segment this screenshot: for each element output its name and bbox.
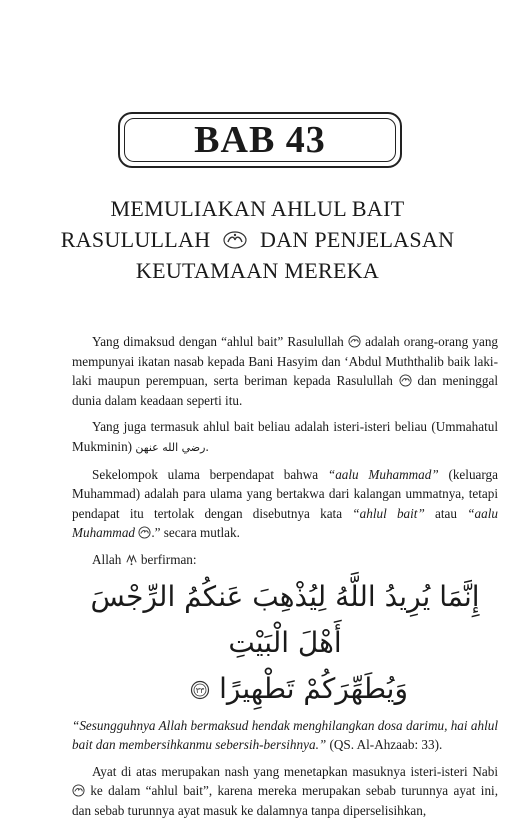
paragraph-2 [72,417,498,457]
paragraph-3-term-1: “aalu Muhammad” [327,466,439,482]
chapter-title-line2-left: RASULULLAH [60,227,211,252]
chapter-title-line3: KEUTAMAAN MEREKA [135,258,380,283]
chapter-title-line2 [30,224,485,255]
quran-verse-line-2 [72,666,498,712]
quran-verse [72,574,498,712]
paragraph-5-part-a: Ayat di atas merupakan nash yang menetapkan masuknya isteri-isteri Nabi [92,763,498,779]
paragraph-3-part-c: atau [435,505,457,521]
paragraph-2-part-b: . [205,438,209,454]
paragraph-2-part-a: Yang juga termasuk ahlul bait beliau adalah isteri-isteri beliau (Ummahatul Mukminin) [72,419,498,454]
paragraph-2-arabic: رضي الله عنهن [135,440,206,454]
paragraph-3-part-b: (keluarga Muhammad) adalah para ulama yang bertakwa dari kalangan ummatnya, tetapi pendapat itu tertolak dengan disebutnya kata [72,466,498,521]
paragraph-1-part-c: dan meninggal dunia dalam keadaan seperti itu. [72,373,499,408]
chapter-title-line2-right: DAN PENJELASAN [260,227,455,252]
paragraph-4-part-a: Allah [92,551,122,567]
paragraph-4-part-b: berfirman: [140,551,197,567]
paragraph-3-term-3: “aalu Muhammad [72,505,498,541]
chapter-title [30,193,485,286]
verse-translation [72,716,498,755]
paragraph-1-part-a: Yang dimaksud dengan “ahlul bait” Rasulullah [92,334,344,349]
paragraph-1-part-b: adalah orang-orang yang mempunyai ikatan nasab kepada Bani Hasyim dan ‘Abdul Muththalib baik laki-laki maupun perempuan, serta beriman kepada Rasulullah [72,334,499,389]
salawat-honorific-icon [222,230,248,250]
salawat-honorific-icon [399,374,412,387]
salawat-honorific-icon [138,526,151,539]
paragraph-3-part-d: .” secara mutlak. [151,525,240,541]
verse-reference: (QS. Al-Ahzaab: 33). [329,737,443,753]
paragraph-3 [72,465,498,543]
ayah-number-icon [190,680,210,700]
ayah-number: ٣٣ [195,685,205,695]
paragraph-1 [72,332,498,410]
paragraph-3-part-a: Sekelompok ulama berpendapat bahwa [92,466,319,482]
quran-verse-line-1: إِنَّمَا يُرِيدُ اللَّهُ لِيُذْهِبَ عَنكُمُ الرِّجْسَ أَهْلَ الْبَيْتِ [90,579,480,659]
quran-verse-line-2-text: وَيُطَهِّرَكُمْ تَطْهِيرًا [219,671,408,705]
paragraph-5 [72,762,498,821]
chapter-number: BAB 43 [194,119,326,161]
paragraph-5-part-b: ke dalam “ahlul bait”, karena mereka merupakan sebab turunnya ayat ini, dan sebab turunnya ayat masuk ke dalamnya tanpa diperselisihkan, [72,783,498,818]
body-text [72,332,498,828]
salawat-honorific-icon [348,335,361,348]
subhanahu-honorific-icon [125,553,138,566]
salawat-honorific-icon [72,784,85,797]
chapter-title-line1: MEMULIAKAN AHLUL BAIT [110,196,405,221]
chapter-number-frame [118,112,402,168]
verse-translation-text: “Sesungguhnya Allah bermaksud hendak menghilangkan dosa darimu, hai ahlul bait dan membersihkanmu sebersih-bersihnya.” [72,717,498,753]
paragraph-4 [72,550,498,570]
paragraph-3-term-2: “ahlul bait” [352,505,425,521]
